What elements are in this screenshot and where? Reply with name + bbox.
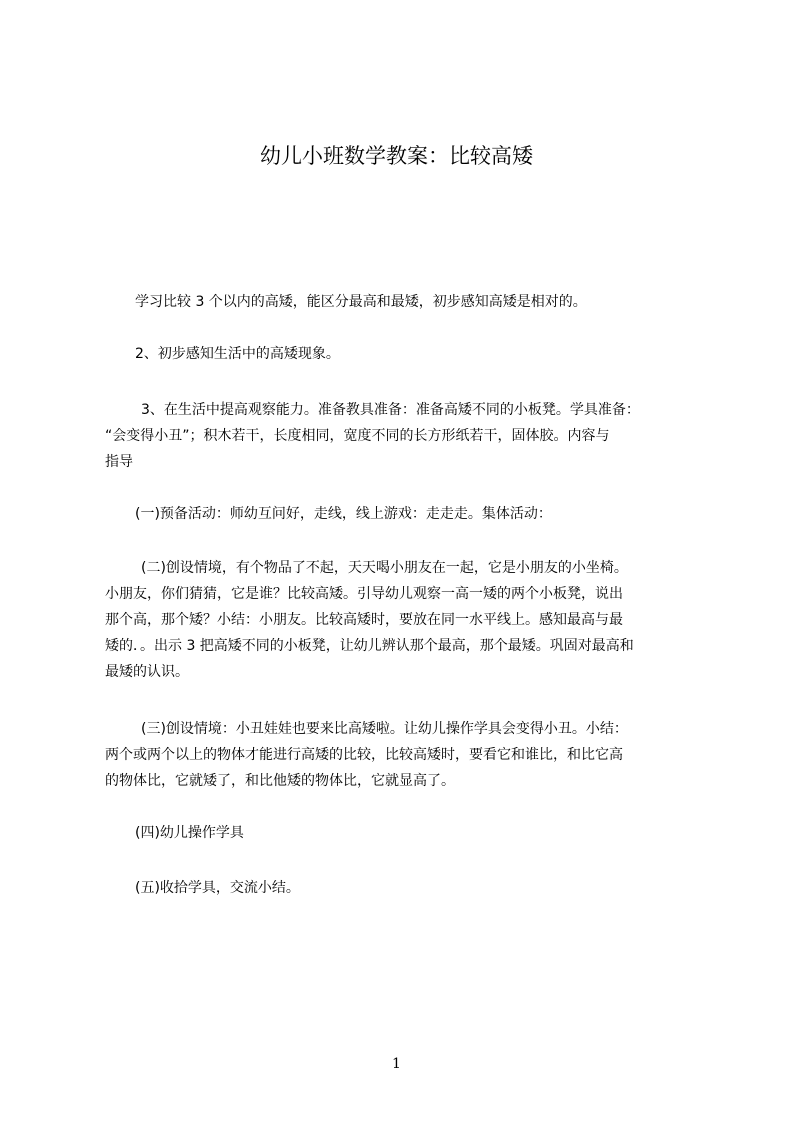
paragraph-step-4: [105, 820, 697, 846]
paragraph-line: 那个高，那个矮？小结：小朋友。比较高矮时，要放在同一水平线上。感知最高与最: [105, 612, 623, 628]
paragraph-line: (二)创设情境，有个物品了不起，天天喝小朋友在一起，它是小朋友的小坐椅。: [141, 560, 628, 576]
paragraph-line: 2、初步感知生活中的高矮现象。: [135, 346, 340, 362]
paragraph-step-1: [105, 501, 697, 527]
paragraph-line: 矮的．。出示 3 把高矮不同的小板凳，让幼儿辨认那个最高，那个最矮。巩固对最高和: [105, 638, 634, 654]
paragraph-line: 的物体比，它就矮了，和比他矮的物体比，它就显高了。: [105, 773, 455, 789]
paragraph-line: (四)幼儿操作学具: [135, 825, 244, 841]
paragraph-step-3: [105, 716, 697, 794]
page-number: 1: [392, 1056, 401, 1072]
paragraph-step-2: [105, 555, 697, 685]
paragraph-line: 指导: [105, 454, 133, 470]
paragraph-line: “会变得小丑”；积木若干，长度相同，宽度不同的长方形纸若干，固体胶。内容与: [105, 428, 610, 444]
paragraph-line: 学习比较 3 个以内的高矮，能区分最高和最矮，初步感知高矮是相对的。: [135, 294, 587, 310]
paragraph-goal-3-preparation: [105, 397, 697, 475]
paragraph-line: (一)预备活动：师幼互问好，走线，线上游戏：走走走。集体活动：: [135, 506, 552, 522]
paragraph-line: 最矮的认识。: [105, 664, 189, 680]
paragraph-line: (五)收拾学具，交流小结。: [135, 880, 300, 896]
paragraph-line: 3、在生活中提高观察能力。准备教具准备：准备高矮不同的小板凳。学具准备：: [141, 402, 640, 418]
paragraph-goal-2: [105, 341, 697, 367]
paragraph-line: (三)创设情境：小丑娃娃也要来比高矮啦。让幼儿操作学具会变得小丑。小结：: [141, 721, 628, 737]
paragraph-line: 小朋友，你们猜猜，它是谁？比较高矮。引导幼儿观察一高一矮的两个小板凳，说出: [105, 586, 623, 602]
page-title: 幼儿小班数学教案：比较高矮: [260, 144, 533, 168]
paragraph-line: 两个或两个以上的物体才能进行高矮的比较，比较高矮时，要看它和谁比，和比它高: [105, 747, 623, 763]
paragraph-goal-1: [105, 289, 697, 315]
paragraph-step-5: [105, 875, 697, 901]
